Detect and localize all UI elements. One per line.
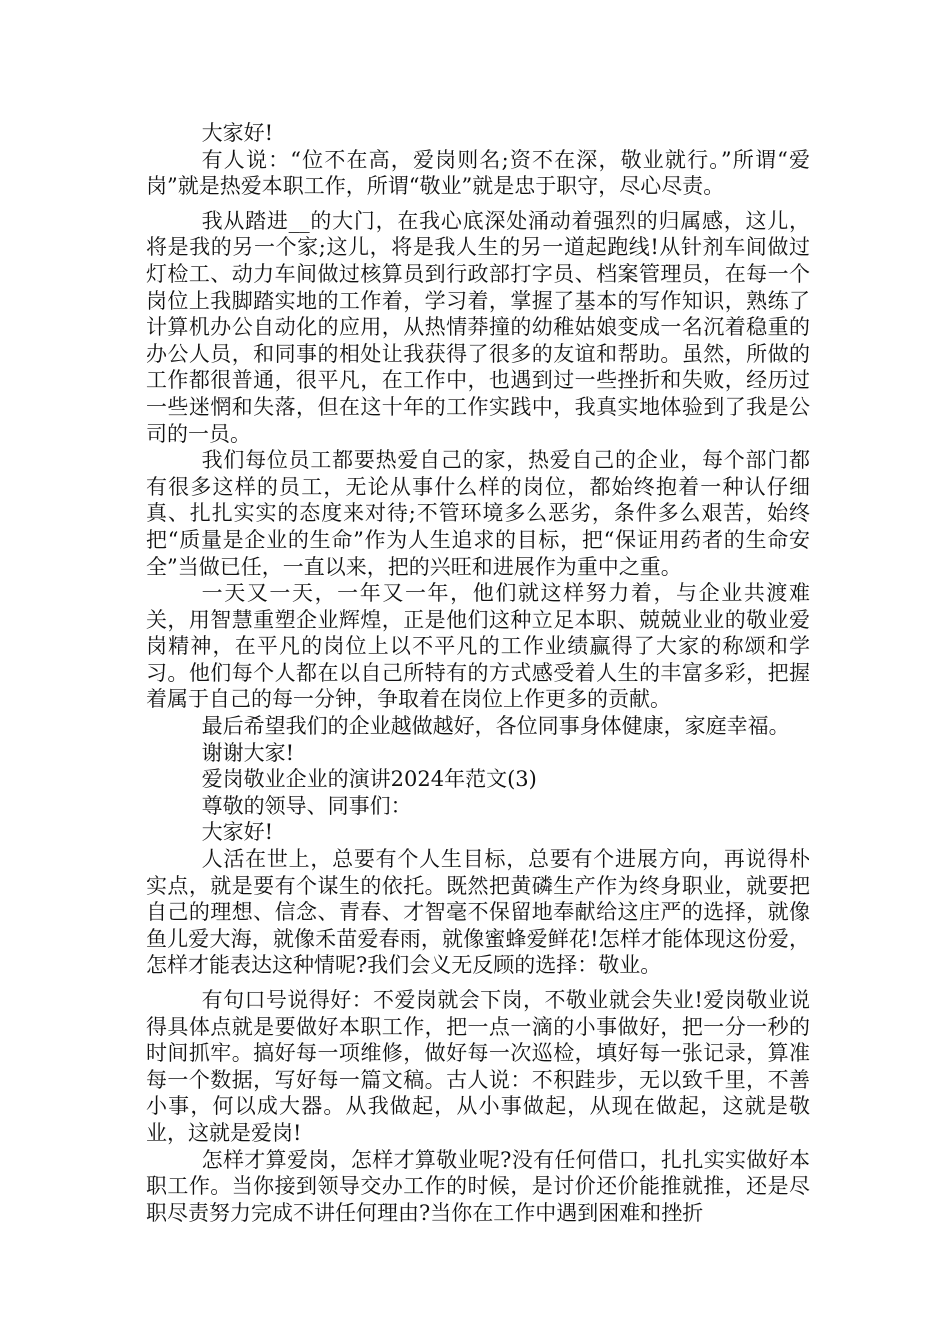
greeting-paragraph: 大家好! [201, 820, 274, 845]
document-body [146, 120, 810, 1226]
greeting-paragraph: 大家好! [201, 121, 274, 145]
body-paragraph: 怎样才算爱岗，怎样才算敬业呢?没有任何借口，扎扎实实做好本职工作。当你接到领导交办工作的时候，是讨价还价能推就推，还是尽职尽责努力完成不讲任何理由?当你在工作中遇到困难和挫折 [146, 1147, 810, 1225]
salutation-paragraph: 尊敬的领导、同事们： [201, 793, 412, 818]
body-paragraph: 有句口号说得好：不爱岗就会下岗，不敬业就会失业!爱岗敬业说得具体点就是要做好本职工作，把一点一滴的小事做好，把一分一秒的时间抓牢。搞好每一项维修，做好每一次巡检，填好每一张记录，算准每一个数据，写好每一篇文稿。古人说：不积跬步，无以致千里，不善小事，何以成大器。从我做起，从小事做起，从现在做起，这就是敬业，这就是爱岗! [146, 988, 810, 1145]
closing-wish-paragraph: 最后希望我们的企业越做越好，各位同事身体健康，家庭幸福。 [201, 714, 790, 739]
body-paragraph: 我从踏进__的大门，在我心底深处涌动着强烈的归属感，这儿，将是我的另一个家;这儿，将是我人生的另一道起跑线!从针剂车间做过灯检工、动力车间做过核算员到行政部打字员、档案管理员，在每一个岗位上我脚踏实地的工作着，学习着，掌握了基本的写作知识，熟练了计算机办公自动化的应用，从热情莽撞的幼稚姑娘变成一名沉着稳重的办公人员，和同事的相处让我获得了很多的友谊和帮助。虽然，所做的工作都很普通，很平凡，在工作中，也遇到过一些挫折和失败，经历过一些迷惘和失落，但在这十年的工作实践中，我真实地体验到了我是公司的一员。 [146, 208, 810, 446]
body-paragraph: 人活在世上，总要有个人生目标，总要有个进展方向，再说得朴实点，就是要有个谋生的依托。既然把黄磷生产作为终身职业，就要把自己的理想、信念、青春、才智毫不保留地奉献给这庄严的选择，就像鱼儿爱大海，就像禾苗爱春雨，就像蜜蜂爱鲜花!怎样才能体现这份爱，怎样才能表达这种情呢?我们会义无反顾的选择：敬业。 [146, 847, 810, 978]
section-title: 爱岗敬业企业的演讲2024年范文(3) [201, 767, 537, 792]
body-paragraph: 一天又一天，一年又一年，他们就这样努力着，与企业共渡难关，用智慧重塑企业辉煌，正是他们这种立足本职、兢兢业业的敬业爱岗精神，在平凡的岗位上以不平凡的工作业绩赢得了大家的称颂和学习。他们每个人都在以自己所特有的方式感受着人生的丰富多彩，把握着属于自己的每一分钟，争取着在岗位上作更多的贡献。 [146, 581, 810, 712]
body-paragraph: 我们每位员工都要热爱自己的家，热爱自己的企业，每个部门都有很多这样的员工，无论从事什么样的岗位，都始终抱着一种认仔细真、扎扎实实的态度来对待;不管环境多么恶劣，条件多么艰苦，始终把“质量是企业的生命”作为人生追求的目标，把“保证用药者的生命安全”当做已任，一直以来，把的兴旺和进展作为重中之重。 [146, 448, 810, 579]
body-paragraph: 有人说：“位不在高，爱岗则名;资不在深，敬业就行。”所谓“爱岗”就是热爱本职工作，所谓“敬业”就是忠于职守，尽心尽责。 [146, 147, 810, 199]
thanks-paragraph: 谢谢大家! [201, 740, 295, 765]
